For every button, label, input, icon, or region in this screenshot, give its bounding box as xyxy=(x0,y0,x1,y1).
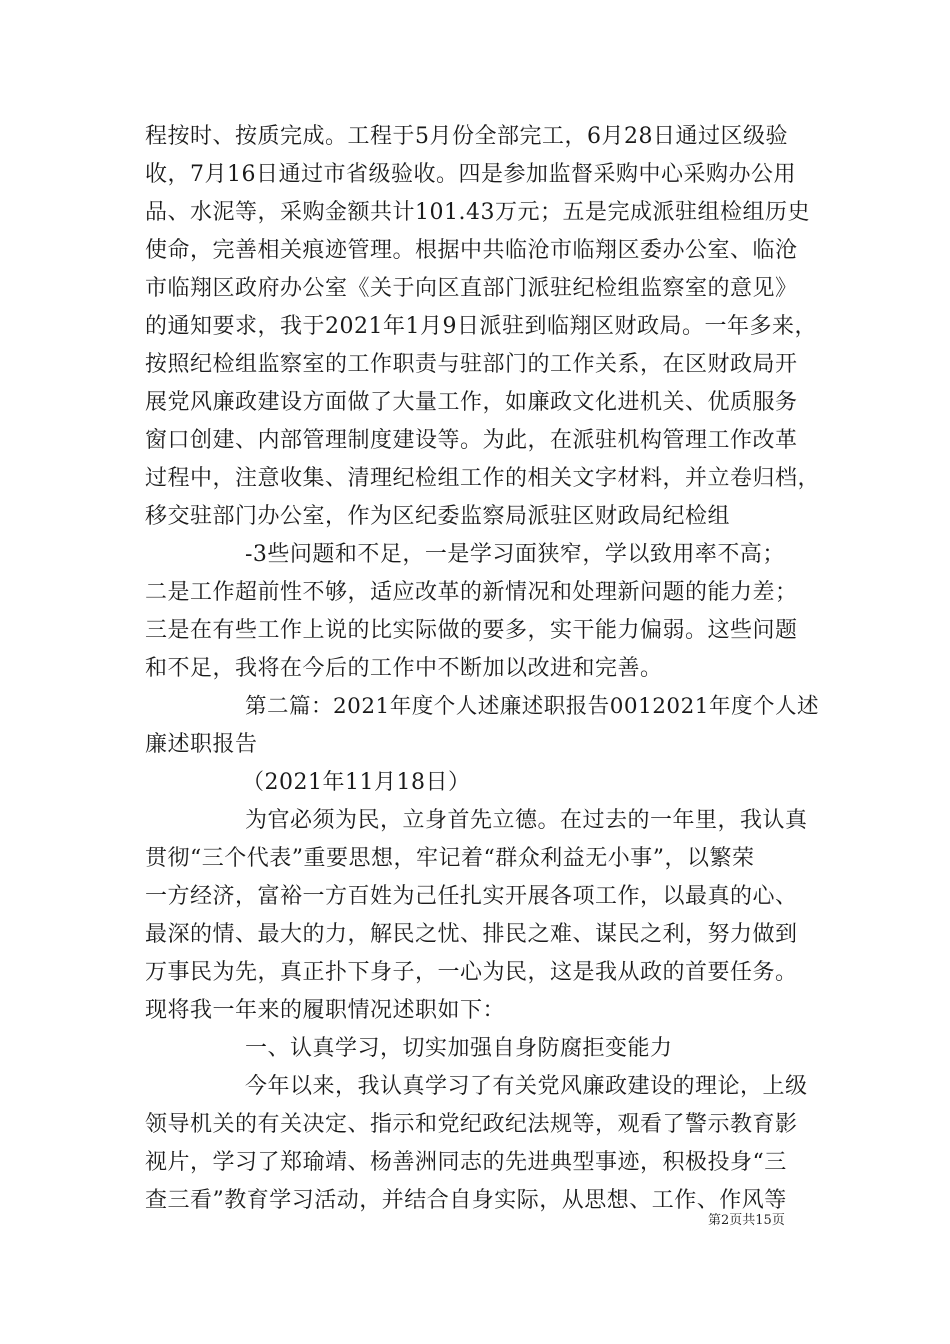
text-line: 收，7月16日通过市省级验收。四是参加监督采购中心采购办公用 xyxy=(145,162,796,187)
text-line: 二是工作超前性不够，适应改革的新情况和处理新问题的能力差； xyxy=(145,580,798,605)
text-line: 使命，完善相关痕迹管理。根据中共临沧市临翔区委办公室、临沧 xyxy=(145,238,798,263)
text-line: 视片，学习了郑瑜靖、杨善洲同志的先进典型事迹，积极投身“三 xyxy=(145,1150,787,1175)
text-line: 窗口创建、内部管理制度建设等。为此，在派驻机构管理工作改革 xyxy=(145,428,798,453)
page-number: 第2页共15页 xyxy=(708,1213,785,1228)
text-line: 移交驻部门办公室，作为区纪委监察局派驻区财政局纪检组 xyxy=(145,504,731,529)
text-line: 和不足，我将在今后的工作中不断加以改进和完善。 xyxy=(145,656,663,681)
text-line: 万事民为先，真正扑下身子，一心为民，这是我从政的首要任务。 xyxy=(145,960,798,985)
text-line: -3些问题和不足，一是学习面狭窄，学以致用率不高； xyxy=(245,542,785,567)
text-line: 为官必须为民，立身首先立德。在过去的一年里，我认真 xyxy=(245,808,808,833)
text-line: 领导机关的有关决定、指示和党纪政纪法规等，观看了警示教育影 xyxy=(145,1112,798,1137)
text-line: 三是在有些工作上说的比实际做的要多，实干能力偏弱。这些问题 xyxy=(145,618,798,643)
text-line: 程按时、按质完成。工程于5月份全部完工，6月28日通过区级验 xyxy=(145,124,788,149)
text-line: 过程中，注意收集、清理纪检组工作的相关文字材料，并立卷归档， xyxy=(145,466,821,491)
text-line: 品、水泥等，采购金额共计101.43万元；五是完成派驻组检组历史 xyxy=(145,200,810,225)
subsection-heading: 一、认真学习，切实加强自身防腐拒变能力 xyxy=(245,1036,673,1061)
section-heading: 廉述职报告 xyxy=(145,732,258,757)
text-line: 市临翔区政府办公室《关于向区直部门派驻纪检组监察室的意见》 xyxy=(145,276,798,301)
text-line: 查三看”教育学习活动，并结合自身实际，从思想、工作、作风等 xyxy=(145,1188,787,1213)
text-line: 展党风廉政建设方面做了大量工作，如廉政文化进机关、优质服务 xyxy=(145,390,798,415)
text-line: 现将我一年来的履职情况述职如下： xyxy=(145,998,506,1023)
text-line: 贯彻“三个代表”重要思想，牢记着“群众利益无小事”，以繁荣 xyxy=(145,846,755,871)
text-line: 按照纪检组监察室的工作职责与驻部门的工作关系，在区财政局开 xyxy=(145,352,798,377)
text-line: 一方经济，富裕一方百姓为己任扎实开展各项工作，以最真的心、 xyxy=(145,884,798,909)
text-line: 今年以来，我认真学习了有关党风廉政建设的理论，上级 xyxy=(245,1074,808,1099)
text-line: 最深的情、最大的力，解民之忧、排民之难、谋民之利，努力做到 xyxy=(145,922,798,947)
section-heading: 第二篇：2021年度个人述廉述职报告0012021年度个人述 xyxy=(245,694,819,719)
text-line: 的通知要求，我于2021年1月9日派驻到临翔区财政局。一年多来， xyxy=(145,314,817,339)
report-date: （2021年11月18日） xyxy=(242,770,471,795)
